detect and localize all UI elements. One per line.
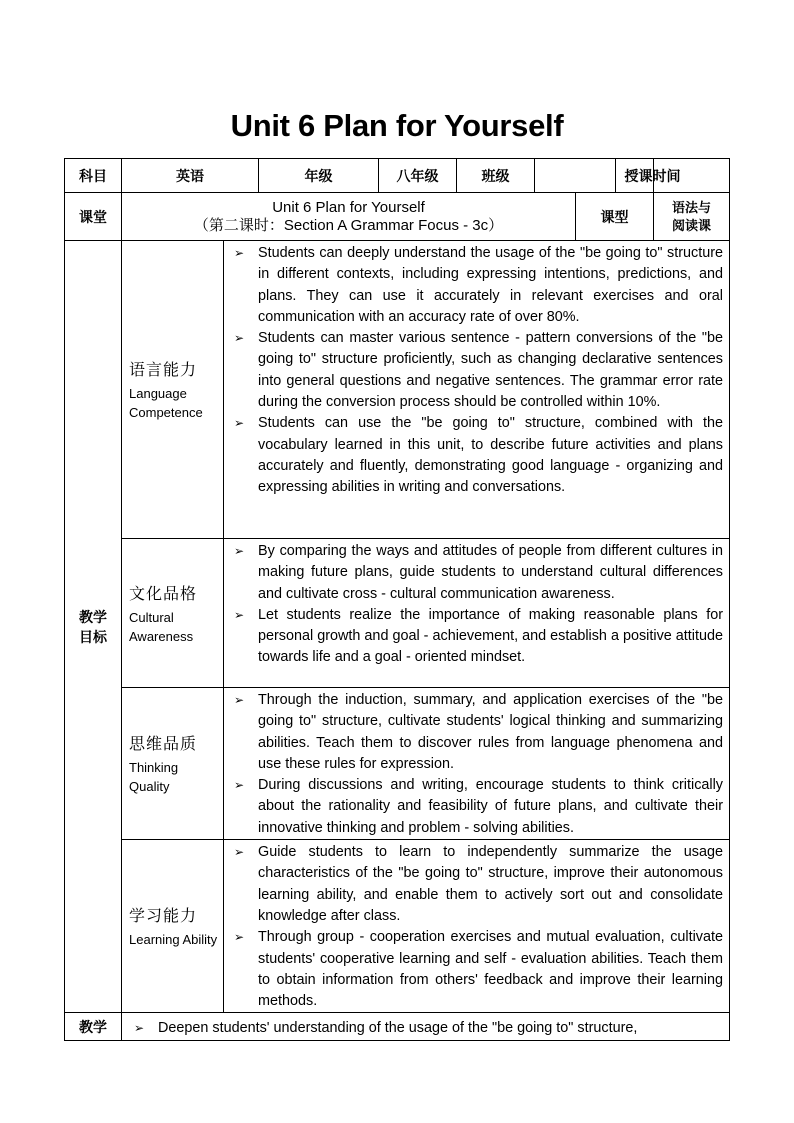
arrow-bullet-icon: ➢ <box>234 693 245 707</box>
grade-value: 八年级 <box>379 159 457 193</box>
arrow-bullet-icon: ➢ <box>234 845 245 860</box>
category-en: Cultural Awareness <box>129 609 194 644</box>
objective-bullet <box>228 690 723 775</box>
lesson-type-value <box>654 193 730 241</box>
subject-value: 英语 <box>122 159 259 193</box>
objective-bullet <box>228 927 723 1012</box>
objective-bullet <box>126 1018 723 1039</box>
lesson-title-line2: （第二课时：Section A Grammar Focus - 3c） <box>193 216 504 234</box>
lesson-plan-table <box>64 158 730 1041</box>
category-language <box>122 241 224 539</box>
objective-row-language <box>65 241 730 539</box>
category-zh: 文化品格 <box>129 585 198 603</box>
bullet-text: During discussions and writing, encourage students to think critically about the rationality and feasibility of future plans, and cultivate their innovative thinking and problem - solving abilities. <box>258 777 723 836</box>
bullet-text: Students can use the "be going to" structure, combined with the vocabulary learned in this unit, to describe future activities and plans accurately and fluently, demonstrating good language - organizing and expressing abilities in writing and conversations. <box>258 415 723 496</box>
arrow-bullet-icon: ➢ <box>234 331 245 346</box>
objective-bullet <box>228 541 723 605</box>
lesson-title-line1: Unit 6 Plan for Yourself <box>272 198 425 216</box>
category-zh: 语言能力 <box>129 362 198 379</box>
subject-label: 科目 <box>65 159 122 193</box>
time-label <box>616 159 681 193</box>
category-en: Language Competence <box>129 386 203 420</box>
next-section-row <box>65 1013 730 1041</box>
time-label-text: 授课时间 <box>624 167 681 184</box>
arrow-bullet-icon: ➢ <box>234 246 245 260</box>
lesson-type-text: 语法与阅读课 <box>671 199 711 233</box>
class-value <box>535 159 616 193</box>
objective-bullet <box>228 328 723 413</box>
category-zh: 学习能力 <box>129 908 198 926</box>
category-en: Learning Ability <box>129 932 218 948</box>
category-en: Thinking Quality <box>129 760 179 795</box>
lesson-title <box>122 193 576 241</box>
header-row <box>65 159 730 193</box>
objectives-label-text: 教学目标 <box>79 608 107 645</box>
category-thinking <box>122 688 224 840</box>
objective-bullet <box>228 243 723 328</box>
objective-bullet <box>228 842 723 927</box>
category-cultural <box>122 539 224 688</box>
bullet-text: Students can deeply understand the usage of the "be going to" structure in different contexts, including expressing intentions, predictions, and plans. They can use it accurately in relevant exercises and oral communication with an accuracy rate of over 80%. <box>258 245 723 325</box>
objective-text <box>224 539 730 688</box>
arrow-bullet-icon: ➢ <box>234 416 245 431</box>
objective-bullet <box>228 413 723 498</box>
bullet-text: By comparing the ways and attitudes of people from different cultures in making future plans, guide students to understand cultural differences and cultivate cross - cultural communication awareness. <box>258 543 723 602</box>
grade-label: 年级 <box>259 159 379 193</box>
arrow-bullet-icon: ➢ <box>134 1021 145 1036</box>
arrow-bullet-icon: ➢ <box>234 930 245 945</box>
bullet-text: Deepen students' understanding of the usage of the "be going to" structure, <box>158 1020 638 1037</box>
objective-text <box>224 840 730 1013</box>
bullet-text: Students can master various sentence - pattern conversions of the "be going to" structure proficiently, such as changing declarative sentences into general questions and negative sentences. The grammar error rate during the conversion process should be controlled within 10%. <box>258 330 723 411</box>
objective-bullet <box>228 605 723 669</box>
objective-text <box>224 688 730 840</box>
bullet-text: Guide students to learn to independently summarize the usage characteristics of the "be going to" structure, improve their autonomous learning ability, and enable them to actively sort out and consolidate knowledge after class. <box>258 844 723 924</box>
arrow-bullet-icon: ➢ <box>234 544 245 558</box>
next-section-text <box>122 1013 730 1041</box>
category-learning <box>122 840 224 1013</box>
objectives-label <box>65 241 122 1013</box>
lesson-row <box>65 193 730 241</box>
objective-row-cultural <box>65 539 730 688</box>
bullet-text: Through the induction, summary, and application exercises of the "be going to" structure, cultivate students' logical thinking and summarizing abilities. Teach them to discover rules from language phenomena and use these rules for expression. <box>258 692 723 772</box>
lesson-label: 课堂 <box>65 193 122 241</box>
arrow-bullet-icon: ➢ <box>234 778 245 793</box>
next-section-label: 教学 <box>65 1013 122 1041</box>
arrow-bullet-icon: ➢ <box>234 607 245 622</box>
objective-text <box>224 241 730 539</box>
objective-bullet <box>228 775 723 839</box>
bullet-text: Through group - cooperation exercises and mutual evaluation, cultivate students' cooperative learning and self - evaluation abilities. Teach them to obtain information from others' feedback and improve their learning methods. <box>258 929 723 1010</box>
category-zh: 思维品质 <box>129 736 198 754</box>
objective-row-learning <box>65 840 730 1013</box>
page-title: Unit 6 Plan for Yourself <box>230 108 564 143</box>
objective-row-thinking <box>65 688 730 840</box>
lesson-type-label: 课型 <box>576 193 654 241</box>
class-label: 班级 <box>457 159 535 193</box>
bullet-text: Let students realize the importance of making reasonable plans for personal growth and goal - achievement, and establish a positive attitude towards life and a goal - oriented mindset. <box>258 606 723 666</box>
